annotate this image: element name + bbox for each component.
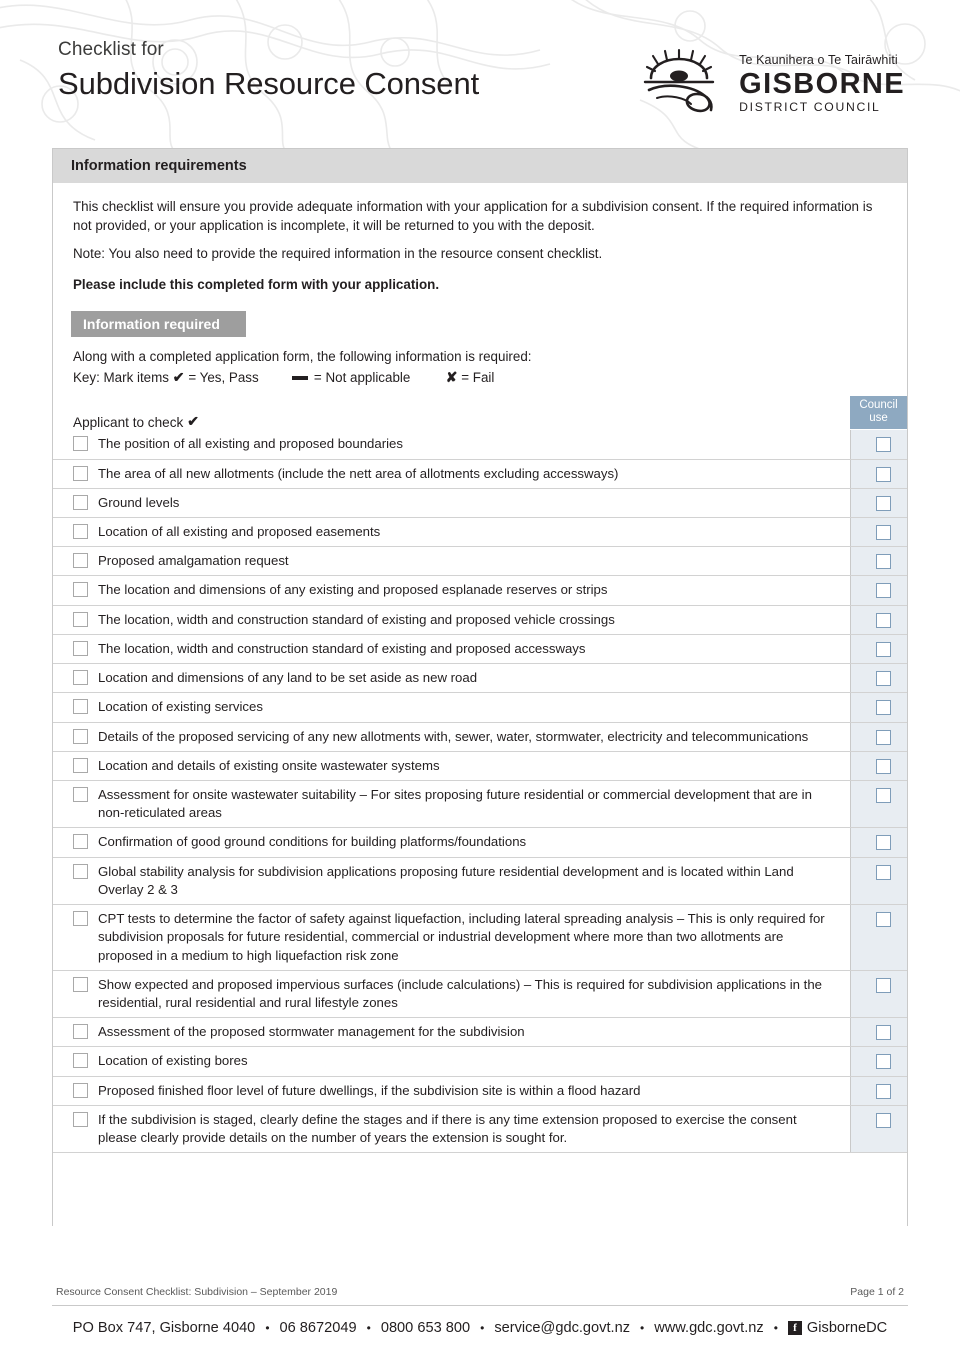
applicant-checkbox[interactable] xyxy=(73,670,88,685)
checklist-item-label: Assessment for onsite wastewater suitability – For sites proposing future residential or commercial development that are in non-reticulated areas xyxy=(98,786,812,821)
separator-dot-icon: • xyxy=(265,1321,270,1335)
council-checkbox[interactable] xyxy=(876,671,891,686)
applicant-checkbox[interactable] xyxy=(73,758,88,773)
facebook-icon: f xyxy=(788,1321,802,1335)
checklist-item-label: Global stability analysis for subdivision applications proposing future residential development and is located within Land Overlay 2 & 3 xyxy=(98,863,794,897)
applicant-checkbox[interactable] xyxy=(73,641,88,656)
applicant-checkbox[interactable] xyxy=(73,911,88,926)
separator-dot-icon: • xyxy=(640,1321,645,1335)
footer-phone: 06 8672049 xyxy=(279,1320,357,1336)
logo-subtitle: DISTRICT COUNCIL xyxy=(739,100,881,115)
table-row[interactable] xyxy=(53,1106,907,1153)
table-row[interactable] xyxy=(53,828,907,857)
footer-po-box: PO Box 747, Gisborne 4040 xyxy=(72,1320,256,1336)
applicant-checkbox[interactable] xyxy=(73,553,88,568)
council-checkbox[interactable] xyxy=(876,583,891,598)
table-row[interactable] xyxy=(53,606,907,635)
logo-maori-name: Te Kaunihera o Te Tairāwhiti xyxy=(739,53,898,68)
page-title xyxy=(58,40,479,99)
dash-icon xyxy=(292,376,308,380)
checklist-item-label: The location and dimensions of any existing and proposed esplanade reserves or strips xyxy=(98,582,608,598)
title-main: Subdivision Resource Consent xyxy=(58,66,480,101)
table-row[interactable] xyxy=(53,518,907,547)
applicant-to-check-label: Applicant to check xyxy=(73,415,184,431)
table-row[interactable] xyxy=(53,1018,907,1047)
gisborne-sun-koru-icon xyxy=(641,48,725,120)
checklist-item-label: Details of the proposed servicing of any new allotments with, sewer, water, stormwater, electricity and telecommunications xyxy=(98,728,809,744)
applicant-checkbox[interactable] xyxy=(73,729,88,744)
checklist-item-label: Proposed amalgamation request xyxy=(98,553,289,569)
applicant-checkbox[interactable] xyxy=(73,699,88,714)
council-checkbox[interactable] xyxy=(876,912,891,927)
council-checkbox[interactable] xyxy=(876,525,891,540)
table-row[interactable] xyxy=(53,905,907,971)
cross-icon: ✘ xyxy=(445,369,458,386)
applicant-checkbox[interactable] xyxy=(73,466,88,481)
title-eyebrow: Checklist for xyxy=(58,39,164,60)
council-checkbox[interactable] xyxy=(876,642,891,657)
council-checkbox[interactable] xyxy=(876,613,891,628)
applicant-checkbox[interactable] xyxy=(73,1053,88,1068)
applicant-check-icon: ✔ xyxy=(183,413,199,430)
document-body xyxy=(52,148,908,1226)
checklist-item-label: Show expected and proposed impervious surfaces (include calculations) – This is required for subdivision applications in the residential, rural residential and rural lifestyle zones xyxy=(98,976,822,1010)
key-legend xyxy=(53,337,907,388)
footer-meta xyxy=(52,1278,908,1306)
separator-dot-icon: • xyxy=(773,1321,778,1335)
applicant-checkbox[interactable] xyxy=(73,524,88,539)
applicant-checkbox[interactable] xyxy=(73,612,88,627)
council-checkbox[interactable] xyxy=(876,1054,891,1069)
council-checkbox[interactable] xyxy=(876,496,891,511)
council-use-header xyxy=(850,396,907,429)
document-reference: Resource Consent Checklist: Subdivision – September 2019 xyxy=(56,1286,338,1298)
checklist-rows xyxy=(53,430,907,1153)
footer-facebook[interactable] xyxy=(788,1320,887,1336)
checklist-item-label: Assessment of the proposed stormwater management for the subdivision xyxy=(98,1024,525,1040)
checklist-item-label: The area of all new allotments (include the nett area of allotments excluding accessways) xyxy=(98,465,619,481)
table-row[interactable] xyxy=(53,858,907,905)
intro-paragraph-1: This checklist will ensure you provide adequate information with your application for a subdivision consent. If the required information is not provided, or your application is incomplete, it will be returned to you with the deposit. xyxy=(73,199,873,234)
council-checkbox[interactable] xyxy=(876,467,891,482)
council-checkbox[interactable] xyxy=(876,835,891,850)
information-required-band: Information required xyxy=(71,311,246,337)
footer-website[interactable]: www.gdc.govt.nz xyxy=(654,1320,764,1336)
table-row[interactable] xyxy=(53,971,907,1018)
footer-email[interactable]: service@gdc.govt.nz xyxy=(494,1320,630,1336)
table-row[interactable] xyxy=(53,693,907,722)
applicant-checkbox[interactable] xyxy=(73,436,88,451)
table-row[interactable] xyxy=(53,635,907,664)
lead-in-text: Along with a completed application form, the following information is required: xyxy=(73,349,532,365)
checklist-item-label: Location and details of existing onsite wastewater systems xyxy=(98,757,440,773)
applicant-checkbox[interactable] xyxy=(73,495,88,510)
council-use-label: Council use xyxy=(859,399,898,425)
council-checkbox[interactable] xyxy=(876,788,891,803)
council-checkbox[interactable] xyxy=(876,978,891,993)
information-requirements-band: Information requirements xyxy=(53,149,907,183)
council-checkbox[interactable] xyxy=(876,865,891,880)
intro-paragraph-3: Please include this completed form with your application. xyxy=(73,277,440,293)
intro-paragraph-2: Note: You also need to provide the required information in the resource consent checklist. xyxy=(73,246,603,262)
council-checkbox[interactable] xyxy=(876,759,891,774)
table-row[interactable] xyxy=(53,1047,907,1076)
council-checkbox[interactable] xyxy=(876,730,891,745)
information-requirements-text xyxy=(53,183,907,307)
council-checkbox[interactable] xyxy=(876,700,891,715)
page-footer xyxy=(0,1278,960,1356)
applicant-checkbox[interactable] xyxy=(73,834,88,849)
checklist-item-label: The position of all existing and proposed boundaries xyxy=(98,436,403,452)
applicant-checkbox[interactable] xyxy=(73,1083,88,1098)
footer-facebook-handle: GisborneDC xyxy=(806,1320,888,1336)
information-required-band-wrap xyxy=(53,307,907,337)
table-row[interactable] xyxy=(53,489,907,518)
footer-contact xyxy=(52,1306,908,1356)
checklist-item-label: Location of existing services xyxy=(98,699,263,715)
page-header xyxy=(0,0,960,148)
applicant-checkbox[interactable] xyxy=(73,1024,88,1039)
applicant-checkbox[interactable] xyxy=(73,582,88,597)
checklist-item-label: Location and dimensions of any land to be set aside as new road xyxy=(98,670,478,686)
applicant-checkbox[interactable] xyxy=(73,977,88,992)
checklist-item-label: If the subdivision is staged, clearly define the stages and if there is any time extension proposed to exercise the consent please clearly provide details on the number of years the extension is sought for. xyxy=(98,1111,797,1146)
checklist-item-label: Confirmation of good ground conditions for building platforms/foundations xyxy=(98,834,527,850)
applicant-checkbox[interactable] xyxy=(73,864,88,879)
key-fail-label: = Fail xyxy=(461,370,495,386)
checklist-item-label: Ground levels xyxy=(98,494,180,510)
checklist-item-label: The location, width and construction standard of existing and proposed accessways xyxy=(98,640,586,656)
key-yes-label: = Yes, Pass xyxy=(188,370,259,386)
council-checkbox[interactable] xyxy=(876,1084,891,1099)
checklist-item-label: Location of existing bores xyxy=(98,1053,248,1069)
separator-dot-icon: • xyxy=(480,1321,485,1335)
key-na-label: = Not applicable xyxy=(313,370,411,386)
table-row[interactable] xyxy=(53,723,907,752)
table-row[interactable] xyxy=(53,781,907,828)
table-row[interactable] xyxy=(53,430,907,459)
table-row[interactable] xyxy=(53,1077,907,1106)
council-checkbox[interactable] xyxy=(876,554,891,569)
checklist-table xyxy=(53,400,907,1153)
page-number: Page 1 of 2 xyxy=(850,1286,904,1298)
footer-freephone: 0800 653 800 xyxy=(380,1320,471,1336)
table-row[interactable] xyxy=(53,547,907,576)
council-logo xyxy=(641,48,905,120)
council-checkbox[interactable] xyxy=(876,1025,891,1040)
table-row[interactable] xyxy=(53,576,907,605)
checklist-item-label: The location, width and construction standard of existing and proposed vehicle crossings xyxy=(98,611,615,627)
check-icon: ✔ xyxy=(172,369,189,386)
table-row[interactable] xyxy=(53,460,907,489)
table-row[interactable] xyxy=(53,752,907,781)
key-prefix: Key: Mark items xyxy=(73,370,169,386)
council-checkbox[interactable] xyxy=(876,1113,891,1128)
table-row[interactable] xyxy=(53,664,907,693)
separator-dot-icon: • xyxy=(366,1321,371,1335)
applicant-checkbox[interactable] xyxy=(73,1112,88,1127)
checklist-item-label: Proposed finished floor level of future dwellings, if the subdivision site is within a flood hazard xyxy=(98,1082,641,1098)
checklist-item-label: Location of all existing and proposed easements xyxy=(98,524,381,539)
checklist-item-label: CPT tests to determine the factor of safety against liquefaction, including lateral spreading analysis – This is only required for subdivision proposals for future residential, commercial or industrial development where more than two allotments are proposed in a medium to high liquefaction risk zone xyxy=(98,911,825,963)
logo-wordmark: GISBORNE xyxy=(739,68,905,101)
applicant-checkbox[interactable] xyxy=(73,787,88,802)
council-checkbox[interactable] xyxy=(876,437,891,452)
checklist-header-row xyxy=(53,400,907,430)
